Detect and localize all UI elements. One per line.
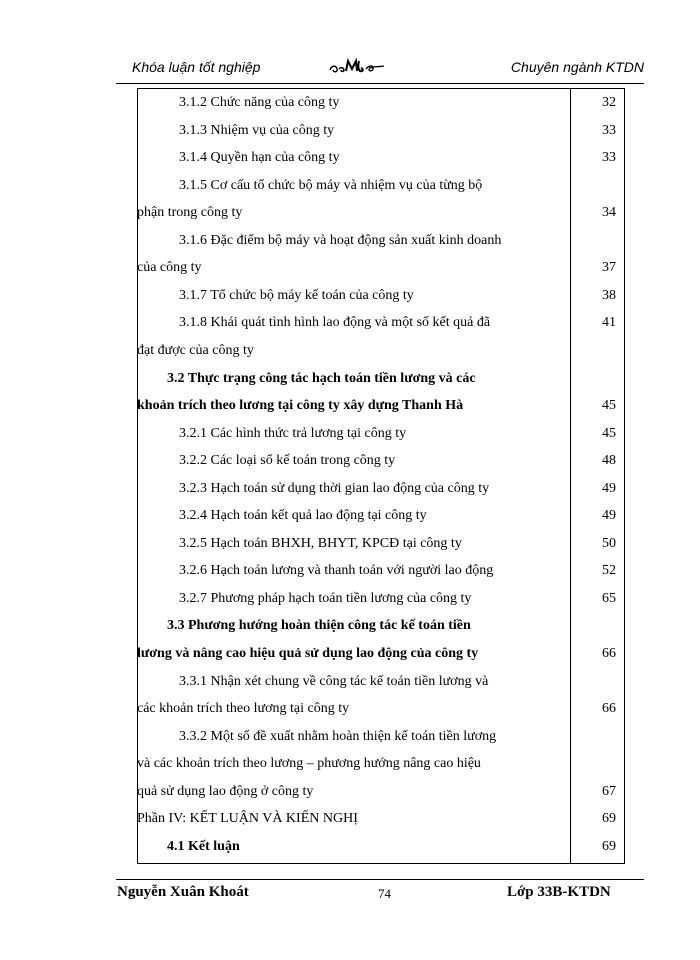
toc-entry: các khoản trích theo lương tại công ty	[137, 701, 350, 716]
toc-page-number	[570, 337, 616, 364]
toc-entry: đạt được của công ty	[137, 343, 254, 358]
toc-page-number: 33	[602, 150, 616, 165]
footer-page-number: 74	[378, 886, 391, 901]
toc-page-number: 38	[602, 288, 616, 303]
toc-page-number: 69	[602, 811, 616, 826]
toc-entry: 3.1.7 Tổ chức bộ máy kế toán của công ty	[179, 288, 414, 303]
toc-page-number: 67	[602, 784, 616, 799]
toc-page-number: 50	[602, 536, 616, 551]
footer-author: Nguyễn Xuân Khoát	[117, 884, 249, 900]
toc-page-number: 32	[602, 95, 616, 110]
header-major-label: Chuyên ngành KTDN	[510, 59, 644, 75]
handwritten-signature-logo	[324, 55, 394, 77]
toc-entry: 3.2.3 Hạch toán sử dụng thời gian lao động của công ty	[179, 481, 490, 496]
toc-page-number	[570, 172, 616, 199]
toc-page-number	[570, 750, 616, 777]
toc-page-number: 37	[602, 260, 616, 275]
toc-page-number: 49	[602, 508, 616, 523]
toc-entry: phận trong công ty	[137, 205, 243, 220]
toc-page-number: 45	[602, 398, 616, 413]
toc-entry: 3.2.2 Các loại sổ kế toán trong công ty	[179, 453, 396, 468]
toc-entry: 3.3 Phương hướng hoàn thiện công tác kế toán tiền	[167, 618, 471, 633]
toc-page-number: 33	[602, 123, 616, 138]
toc-entry: 3.2 Thực trạng công tác hạch toán tiền lương và các	[167, 371, 476, 386]
toc-page-number	[570, 227, 616, 254]
toc-page-number: 65	[602, 591, 616, 606]
toc-entry: khoản trích theo lương tại công ty xây dựng Thanh Hà	[137, 398, 464, 413]
toc-entry: 4.1 Kết luận	[167, 839, 240, 854]
toc-entry: và các khoản trích theo lương – phương hướng nâng cao hiệu	[137, 756, 481, 771]
toc-entry: 3.2.1 Các hình thức trả lương tại công ty	[179, 426, 407, 441]
toc-entry: 3.1.5 Cơ cấu tổ chức bộ máy và nhiệm vụ của từng bộ	[179, 178, 483, 193]
footer-rule	[116, 879, 644, 880]
toc-page-number: 52	[602, 563, 616, 578]
toc-page-number	[570, 365, 616, 392]
toc-page-number: 41	[602, 315, 616, 330]
header-rule	[116, 83, 644, 84]
toc-page-number	[570, 723, 616, 750]
toc-page-number: 34	[602, 205, 616, 220]
toc-entry: Phần IV: KẾT LUẬN VÀ KIẾN NGHỊ	[137, 811, 358, 826]
footer-class: Lớp 33B-KTDN	[507, 884, 611, 900]
toc-entry: 3.1.4 Quyền hạn của công ty	[179, 150, 340, 165]
toc-page-number: 49	[602, 481, 616, 496]
toc-entry: 3.2.4 Hạch toán kết quả lao động tại công ty	[179, 508, 427, 523]
toc-page-number: 48	[602, 453, 616, 468]
toc-page-number: 66	[602, 701, 616, 716]
header-thesis-label: Khóa luận tốt nghiệp	[132, 59, 261, 75]
toc-entry: 3.2.5 Hạch toán BHXH, BHYT, KPCĐ tại công ty	[179, 536, 462, 551]
toc-entry: 3.2.6 Hạch toán lương và thanh toán với người lao động	[179, 563, 494, 578]
toc-entry: 3.3.2 Một số đề xuất nhằm hoàn thiện kế toán tiền lương	[179, 729, 497, 744]
toc-page-number: 66	[602, 646, 616, 661]
toc-entry: lương và nâng cao hiệu quả sử dụng lao động của công ty	[137, 646, 479, 661]
toc-entry: của công ty	[137, 260, 202, 275]
toc-page-number: 45	[602, 426, 616, 441]
toc-entry: 3.3.1 Nhận xét chung về công tác kế toán tiền lương và	[179, 674, 489, 689]
page-header	[116, 55, 644, 79]
toc-entry: 3.1.8 Khái quát tình hình lao động và một số kết quả đã	[179, 315, 491, 330]
toc-page-number	[570, 612, 616, 639]
toc-entry: 3.1.3 Nhiệm vụ của công ty	[179, 123, 335, 138]
toc-entry: 3.1.6 Đặc điểm bộ máy và hoạt động sản xuất kinh doanh	[179, 233, 502, 248]
toc-entry: quả sử dụng lao động ở công ty	[137, 784, 314, 799]
toc-page-number: 69	[602, 839, 616, 854]
toc-entry: 3.1.2 Chức năng của công ty	[179, 95, 340, 110]
toc-entry: 3.2.7 Phương pháp hạch toán tiền lương của công ty	[179, 591, 472, 606]
toc-page-number	[570, 668, 616, 695]
